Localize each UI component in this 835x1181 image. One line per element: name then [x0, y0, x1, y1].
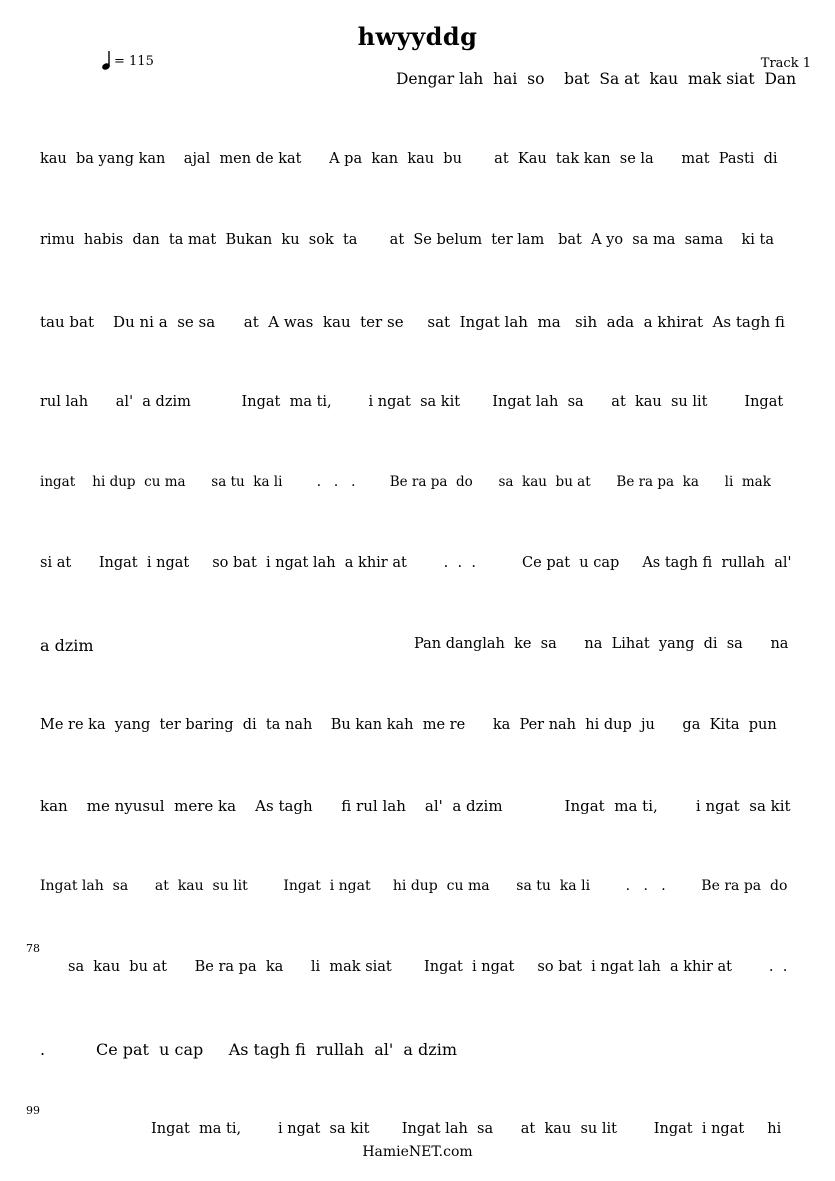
lyric-line: . Ce pat u cap As tagh fi rullah al' a dzim	[40, 1040, 457, 1059]
quarter-note-icon	[100, 50, 114, 72]
lyric-line: rul lah al' a dzim Ingat ma ti, i ngat sa kit Ingat lah sa at kau su lit Ingat	[40, 394, 784, 410]
lyric-line: a dzim	[40, 636, 94, 655]
lyric-line: Ingat lah sa at kau su lit Ingat i ngat hi dup cu ma sa tu ka li . . . Be ra pa do	[40, 878, 788, 894]
lyric-line: kan me nyusul mere ka As tagh fi rul lah al' a dzim Ingat ma ti, i ngat sa kit	[40, 797, 791, 815]
lyric-line: ingat hi dup cu ma sa tu ka li . . . Be ra pa do sa kau bu at Be ra pa ka li mak	[40, 474, 771, 490]
lyric-line: Me re ka yang ter baring di ta nah Bu kan kah me re ka Per nah hi dup ju ga Kita pun	[40, 717, 777, 733]
lyric-line: si at Ingat i ngat so bat i ngat lah a khir at . . . Ce pat u cap As tagh fi rullah al'	[40, 555, 792, 571]
lyric-line: tau bat Du ni a se sa at A was kau ter se sat Ingat lah ma sih ada a khirat As tagh fi	[40, 313, 785, 331]
measure-number: 99	[26, 1104, 40, 1117]
lyric-line: kau ba yang kan ajal men de kat A pa kan kau bu at Kau tak kan se la mat Pasti di	[40, 151, 778, 167]
lyric-line: Ingat ma ti, i ngat sa kit Ingat lah sa at kau su lit Ingat i ngat hi	[151, 1121, 782, 1137]
lyric-line: Pan danglah ke sa na Lihat yang di sa na	[414, 636, 789, 652]
lyric-line: sa kau bu at Be ra pa ka li mak siat Ingat i ngat so bat i ngat lah a khir at . .	[68, 959, 788, 975]
measure-number: 78	[26, 942, 40, 955]
footer-credit: HamieNET.com	[362, 1144, 473, 1160]
track-label: Track 1	[760, 56, 811, 71]
score-title: hwyyddg	[357, 22, 478, 51]
tempo-value: = 115	[114, 54, 154, 69]
lyric-line: rimu habis dan ta mat Bukan ku sok ta at Se belum ter lam bat A yo sa ma sama ki ta	[40, 232, 775, 248]
lyric-line: Dengar lah hai so bat Sa at kau mak siat Dan	[396, 70, 797, 88]
